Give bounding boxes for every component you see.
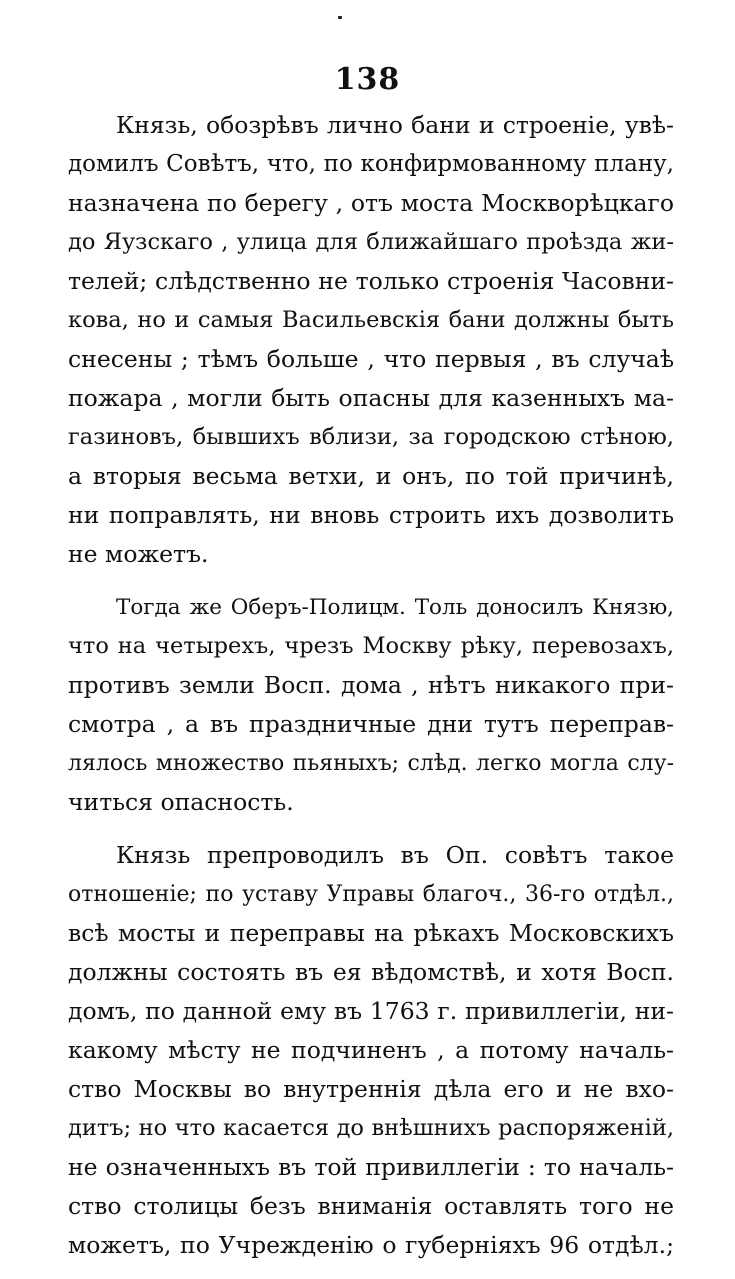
paragraph-2 <box>68 588 674 822</box>
text-line: дитъ; но что касается до внѣшнихъ распоряженій, <box>68 1115 674 1141</box>
text-line: противъ земли Восп. дома , нѣтъ никакого при- <box>68 671 674 699</box>
text-line: домъ, по данной ему въ 1763 г. привиллегіи, ни- <box>68 997 674 1025</box>
text-line: пожара , могли быть опасны для казенныхъ ма- <box>68 384 674 412</box>
text-line: можетъ, по Учрежденію о губерніяхъ 96 отдѣл.; <box>68 1231 674 1259</box>
paragraph-1 <box>68 106 674 574</box>
text-line: назначена по берегу , отъ моста Москворѣцкаго <box>68 189 674 217</box>
text-line: что на четырехъ, чрезъ Москву рѣку, перевозахъ, <box>68 633 674 659</box>
text-line: телей; слѣдственно не только строенія Часовни- <box>68 267 674 295</box>
text-line: читься опасность. <box>68 788 294 816</box>
text-line: ство столицы безъ вниманія оставлять того не <box>68 1192 674 1220</box>
text-line: смотра , а въ праздничные дни тутъ переправ- <box>68 710 674 738</box>
text-line: лялось множество пьяныхъ; слѣд. легко могла слу- <box>68 751 674 776</box>
paragraph-3 <box>68 836 674 1265</box>
text-line: какому мѣсту не подчиненъ , а потому началь- <box>68 1036 674 1064</box>
text-line: всѣ мосты и переправы на рѣкахъ Московскихъ <box>68 919 674 947</box>
page-number: 138 <box>334 62 401 97</box>
body-text <box>68 106 674 1279</box>
text-line: снесены ; тѣмъ больше , что первыя , въ случаѣ <box>68 345 674 373</box>
text-line: до Яузскаго , улица для ближайшаго проѣзда жи- <box>68 229 674 255</box>
text-line: Тогда же Оберъ-Полицм. Толь доносилъ Князю, <box>116 595 674 620</box>
text-line: отношеніе; по уставу Управы благоч., 36-го отдѣл., <box>68 882 674 907</box>
text-line: Князь, обозрѣвъ лично бани и строеніе, увѣ- <box>116 111 674 139</box>
text-line: домилъ Совѣтъ, что, по конфирмованному плану, <box>68 151 674 177</box>
text-line: не означенныхъ въ той привиллегіи : то началь- <box>68 1153 674 1181</box>
text-line: а вторыя весьма ветхи, и онъ, по той причинѣ, <box>68 462 674 490</box>
text-line: должны состоять въ ея вѣдомствѣ, и хотя Восп. <box>68 958 674 986</box>
text-line: Князь препроводилъ въ Оп. совѣтъ такое <box>116 841 674 869</box>
text-line: газиновъ, бывшихъ вблизи, за городскою стѣною, <box>68 424 674 450</box>
ink-speck <box>338 16 342 19</box>
text-line: ство Москвы во внутреннія дѣла его и не вхо- <box>68 1075 674 1103</box>
text-line: ни поправлять, ни вновь строить ихъ дозволить <box>68 501 674 529</box>
text-line: не можетъ. <box>68 540 209 568</box>
text-line: кова, но и самыя Васильевскія бани должны быть <box>68 307 674 333</box>
